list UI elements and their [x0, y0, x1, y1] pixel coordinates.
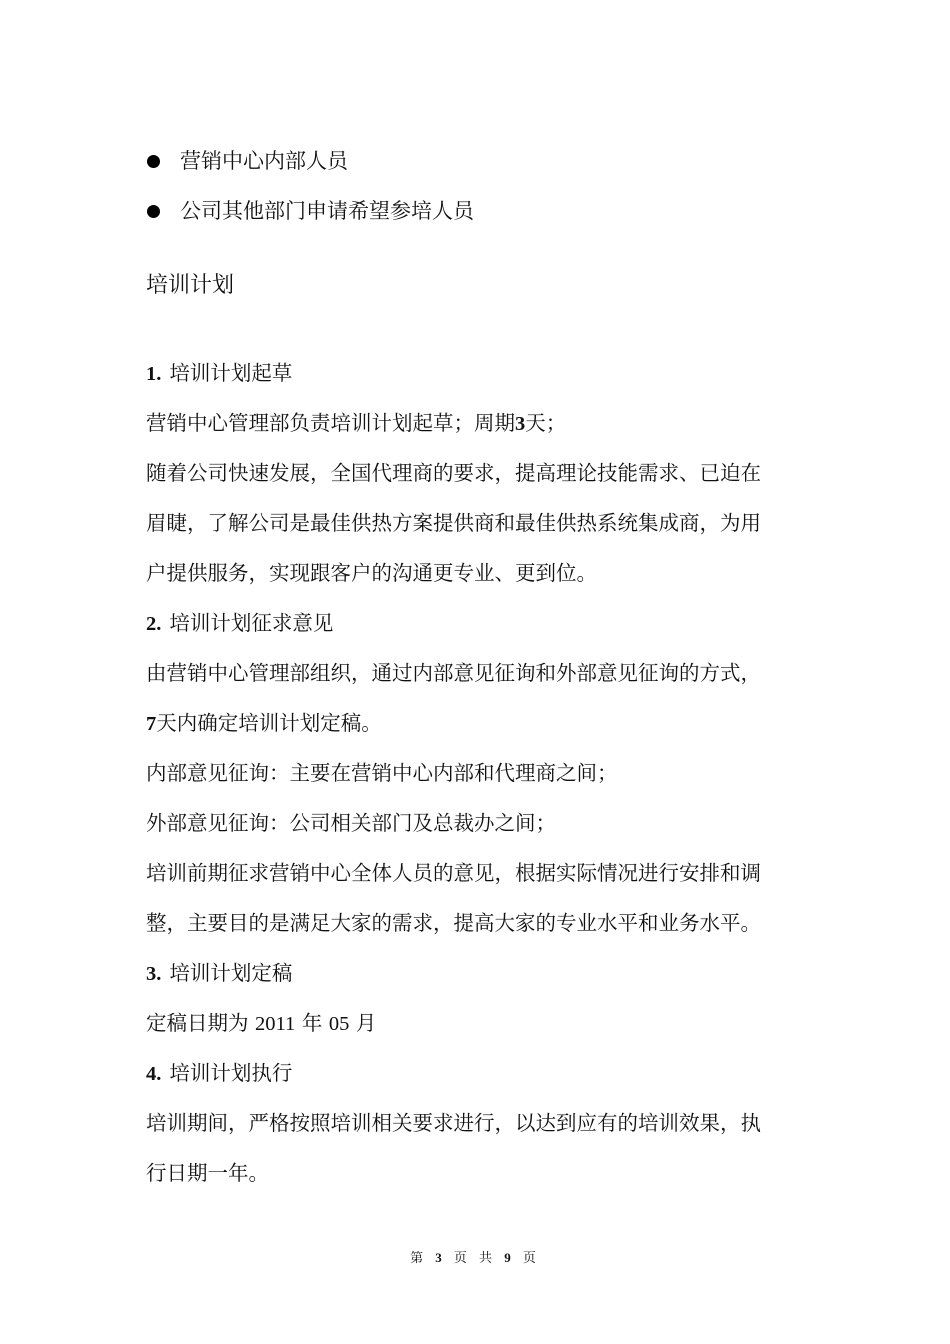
bold-number: 3	[515, 413, 526, 435]
subsection-heading-2	[146, 598, 810, 648]
paragraph	[146, 398, 810, 448]
heading-text: 培训计划征求意见	[169, 611, 334, 635]
page-number: 3	[435, 1250, 446, 1265]
heading-number: 4.	[146, 1063, 162, 1085]
text-run: 天内确定培训计划定稿。	[156, 711, 382, 735]
text-run: 营销中心管理部负责培训计划起草；周期	[146, 411, 515, 435]
paragraph-line: 培训期间，严格按照培训相关要求进行，以达到应有的培训效果，执	[146, 1111, 761, 1135]
bold-number: 7	[146, 713, 157, 735]
heading-number: 2.	[146, 613, 162, 635]
list-item	[146, 136, 474, 186]
paragraph-line: 培训前期征求营销中心全体人员的意见，根据实际情况进行安排和调	[146, 861, 761, 885]
heading-number: 3.	[146, 963, 162, 985]
bullet-text: 营销中心内部人员	[180, 149, 348, 173]
footer-text: 第	[410, 1251, 428, 1266]
heading-text: 培训计划执行	[169, 1061, 293, 1085]
bullet-dot-icon	[147, 155, 160, 168]
content-body	[146, 348, 810, 1198]
text-run: 年	[301, 1011, 323, 1035]
bullet-list	[146, 136, 474, 236]
bullet-text: 公司其他部门申请希望参培人员	[180, 199, 474, 223]
footer-text: 页 共	[453, 1251, 497, 1266]
paragraph-line	[146, 998, 810, 1048]
paragraph-line: 户提供服务，实现跟客户的沟通更专业、更到位。	[146, 561, 597, 585]
paragraph-line	[146, 698, 810, 748]
list-item	[146, 186, 474, 236]
heading-text: 培训计划起草	[169, 361, 293, 385]
subsection-heading-3	[146, 948, 810, 998]
subsection-heading-4	[146, 1048, 810, 1098]
paragraph-line: 眉睫，了解公司是最佳供热方案提供商和最佳供热系统集成商，为用	[146, 511, 761, 535]
paragraph-line: 内部意见征询：主要在营销中心内部和代理商之间；	[146, 761, 618, 785]
paragraph-line: 行日期一年。	[146, 1161, 269, 1185]
bullet-dot-icon	[147, 205, 160, 218]
page-footer	[0, 1247, 950, 1266]
paragraph-line: 整，主要目的是满足大家的需求，提高大家的专业水平和业务水平。	[146, 911, 761, 935]
footer-text: 页	[522, 1251, 540, 1266]
heading-text: 培训计划定稿	[169, 961, 293, 985]
date-month: 05	[328, 1013, 350, 1035]
section-title: 培训计划	[146, 273, 235, 298]
heading-number: 1.	[146, 363, 162, 385]
date-year: 2011	[255, 1013, 296, 1035]
text-run: 定稿日期为	[146, 1011, 249, 1035]
paragraph-line: 外部意见征询：公司相关部门及总裁办之间；	[146, 811, 556, 835]
page-total: 9	[504, 1250, 515, 1265]
paragraph-line: 随着公司快速发展，全国代理商的要求，提高理论技能需求、已迫在	[146, 461, 761, 485]
text-run: 天；	[525, 411, 567, 435]
text-run: 月	[355, 1011, 377, 1035]
subsection-heading-1	[146, 348, 810, 398]
paragraph-line: 由营销中心管理部组织，通过内部意见征询和外部意见征询的方式，	[146, 661, 761, 685]
